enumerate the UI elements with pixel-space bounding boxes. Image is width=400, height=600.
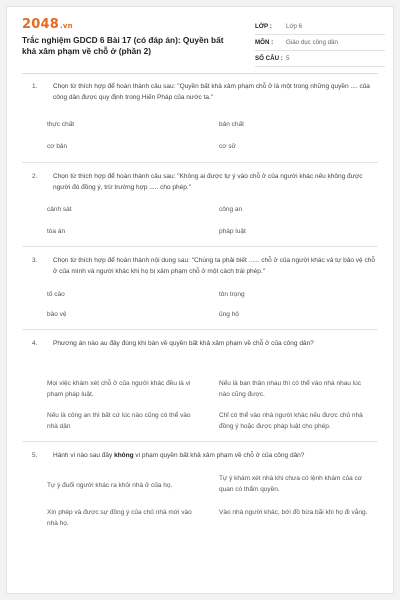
question-emphasis: không (114, 452, 134, 459)
quiz-header (7, 7, 393, 67)
meta-row-subject (255, 35, 385, 51)
meta-value: Lớp 6 (286, 23, 303, 30)
question-text-part: Hành vi nào sau đây (53, 452, 115, 459)
answer-option[interactable]: bản chất (219, 121, 244, 128)
answer-option[interactable]: cảnh sát (47, 206, 72, 213)
answer-option[interactable]: Tự ý đuổi người khác ra khỏi nhà ở của họ. (47, 482, 173, 489)
question-number: 5. (32, 452, 38, 459)
question-text: Chọn từ thích hợp để hoàn thành câu sau: "Quyền bất khả xâm phạm chỗ ở là một trong những quyền .... của công dân được quy định trong Hiến Pháp của nước ta." (53, 83, 370, 101)
answer-option[interactable]: Nếu là công an thì bất cứ lúc nào cũng có thể vào nhà dân (47, 412, 191, 430)
question-divider (22, 246, 378, 247)
header-divider (22, 73, 378, 74)
question-number: 1. (32, 83, 38, 90)
answer-option[interactable]: Mọi việc khám xét chỗ ở của người khác đều là vi phạm pháp luật. (47, 380, 191, 398)
quiz-meta (255, 19, 385, 67)
logo-text: 2048 (22, 17, 59, 32)
question-divider (22, 441, 378, 442)
meta-label: MÔN : (255, 39, 274, 46)
answer-option[interactable]: công an (219, 206, 243, 213)
answer-option[interactable]: tòa án (47, 228, 66, 235)
meta-row-grade (255, 19, 385, 35)
answer-option[interactable]: Tự ý khám xét nhà khi chưa có lệnh khám của cơ quan có thẩm quyền. (219, 475, 363, 493)
question-divider (22, 329, 378, 330)
site-logo[interactable] (22, 17, 73, 32)
question-text: Chọn từ thích hợp để hoàn thành câu sau: "Không ai được tự ý vào chỗ ở của người khác nếu không được người đó đồng ý, trừ trường hợp ..... cho phép." (53, 173, 363, 191)
answer-option[interactable]: thực chất (47, 121, 75, 128)
answer-option[interactable]: pháp luật (219, 228, 246, 235)
meta-value: Giáo dục công dân (286, 39, 338, 46)
answer-option[interactable]: Vào nhà người khác, bới đồ bừa bãi khi họ đi vắng. (219, 509, 368, 516)
quiz-title: Trắc nghiệm GDCD 6 Bài 17 (có đáp án): Quyền bất khả xâm phạm về chỗ ở (phần 2) (22, 35, 224, 56)
answer-option[interactable]: tôn trọng (219, 291, 245, 298)
question-text: Chọn từ thích hợp để hoàn thành nội dung sau: "Chúng ta phải biết ...... chỗ ở của người khác và tự bảo vệ chỗ ở của mình và người khác khi họ bị xâm phạm chỗ ở một cách trái phép." (53, 257, 375, 275)
question-number: 3. (32, 257, 38, 264)
question-divider (22, 162, 378, 163)
answer-option[interactable]: cơ bản (47, 143, 68, 150)
answer-option[interactable]: Nếu là bạn thân nhau thì có thể vào nhà nhau lúc nào cũng được. (219, 380, 362, 398)
answer-option[interactable]: Xin phép và được sự đồng ý của chủ nhà mới vào nhà họ. (47, 509, 192, 527)
question-text (53, 450, 378, 461)
meta-value: 5 (286, 55, 290, 62)
question-text: Phương án nào au đây đúng khi bàn về quyền bất khả xâm phạm về chỗ ở của công dân? (53, 340, 314, 347)
answer-option[interactable]: bảo vệ (47, 311, 67, 318)
question-text-part: vi phạm quyền bất khả xâm phạm về chỗ ở của công dân? (133, 452, 305, 459)
answer-option[interactable]: cơ sở (219, 143, 236, 150)
meta-row-count (255, 51, 385, 67)
question-number: 2. (32, 173, 38, 180)
answer-option[interactable]: ủng hộ (219, 311, 239, 318)
meta-label: LỚP : (255, 23, 272, 30)
question-number: 4. (32, 340, 38, 347)
logo-suffix: .vn (59, 22, 73, 30)
answer-option[interactable]: Chỉ có thể vào nhà người khác nếu được chủ nhà đồng ý hoặc được pháp luật cho phép. (219, 412, 363, 430)
quiz-page (6, 6, 394, 594)
answer-option[interactable]: tố cáo (47, 291, 65, 298)
meta-label: SỐ CÂU : (255, 55, 283, 62)
